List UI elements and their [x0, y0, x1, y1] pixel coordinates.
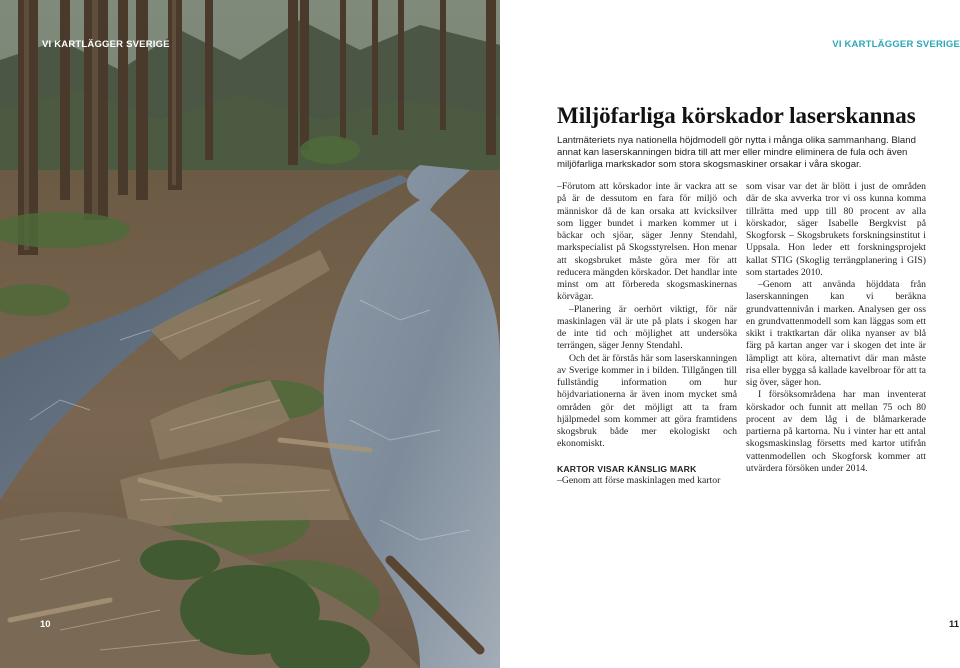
paragraph: –Genom att använda höjddata från laserskanningen kan vi beräkna grundvattennivån i marken. Analysen ger oss en grundvattenmodell som kan läggas som ett skikt i traktkartan där olika nyanser av blå färg på kartan anger var i skogen det inte är lämpligt att köra, alternativt där man måste risa eller bygga så kallade kavelbroar för att ta sig över, säger hon. — [746, 279, 926, 388]
article-subheading: KARTOR VISAR KÄNSLIG MARK — [557, 463, 697, 474]
paragraph: –Genom att förse maskinlagen med kartor — [557, 474, 721, 486]
article-column-2 — [746, 181, 926, 475]
page-number-left: 10 — [40, 619, 51, 630]
section-header-left: VI KARTLÄGGER SVERIGE — [42, 39, 170, 50]
paragraph: –Förutom att körskador inte är vackra att se på är de dessutom en fara för miljö och människor då de kan orsaka att kvicksilver som ligger bundet i marken kommer ut i bäckar och sjöar, säger Jenny Stendahl, markspecialist på Skogsstyrelsen. Hon menar att skogsbruket måste göra mer för att reducera mängden körskador. Det handlar inte minst om att förbereda skogsmaskinernas körvägar. — [557, 181, 737, 303]
article-column-1 — [557, 181, 737, 487]
article-title: Miljöfarliga körskador laserskannas — [557, 103, 916, 128]
paragraph: –Planering är oerhört viktigt, för när maskinlagen väl är ute på plats i skogen har de inte tid och möjlighet att undersöka terrängen, säger Jenny Stendahl. — [557, 303, 737, 352]
paragraph: Och det är förstås här som laserskanningen av Sverige kommer in i bilden. Tillgången till fullständig information om hur höjdvariationerna är även inom mycket små områden gör det möjligt att ta fram hjälpmedel som kommer att göra framtidens skogsbruk både mer ekologiskt och ekonomiskt. — [557, 352, 737, 450]
article-lead: Lantmäteriets nya nationella höjdmodell gör nytta i många olika sammanhang. Bland annat kan laserskanningen bidra till att mer eller mindre eliminera de fula och även miljöfarliga markskador som stora skogsmaskiner orsakar i våra skogar. — [557, 135, 916, 171]
page-number-right: 11 — [948, 619, 959, 630]
section-header-right: VI KARTLÄGGER SVERIGE — [832, 39, 960, 50]
paragraph: I försöksområdena har man inventerat körskador och funnit att mellan 75 och 80 procent av dem låg i de blåmarkerade partierna på kartorna. Nu i vinter har ett antal skogsmaskinslag försetts med kartor utifrån vattenmodellen och Skogforsk kommer att utvärdera försöken under 2014. — [746, 389, 926, 474]
paragraph: som visar var det är blött i just de områden där de ska avverka tror vi oss kunna komma tillrätta med upp till 80 procent av alla körskador, säger Isabelle Bergkvist på Skogforsk – Skogsbrukets forskningsinstitut i Uppsala. Hon leder ett forskningsprojekt kallat STIG (Skoglig terrängplanering i GIS) som startades 2010. — [746, 181, 926, 278]
